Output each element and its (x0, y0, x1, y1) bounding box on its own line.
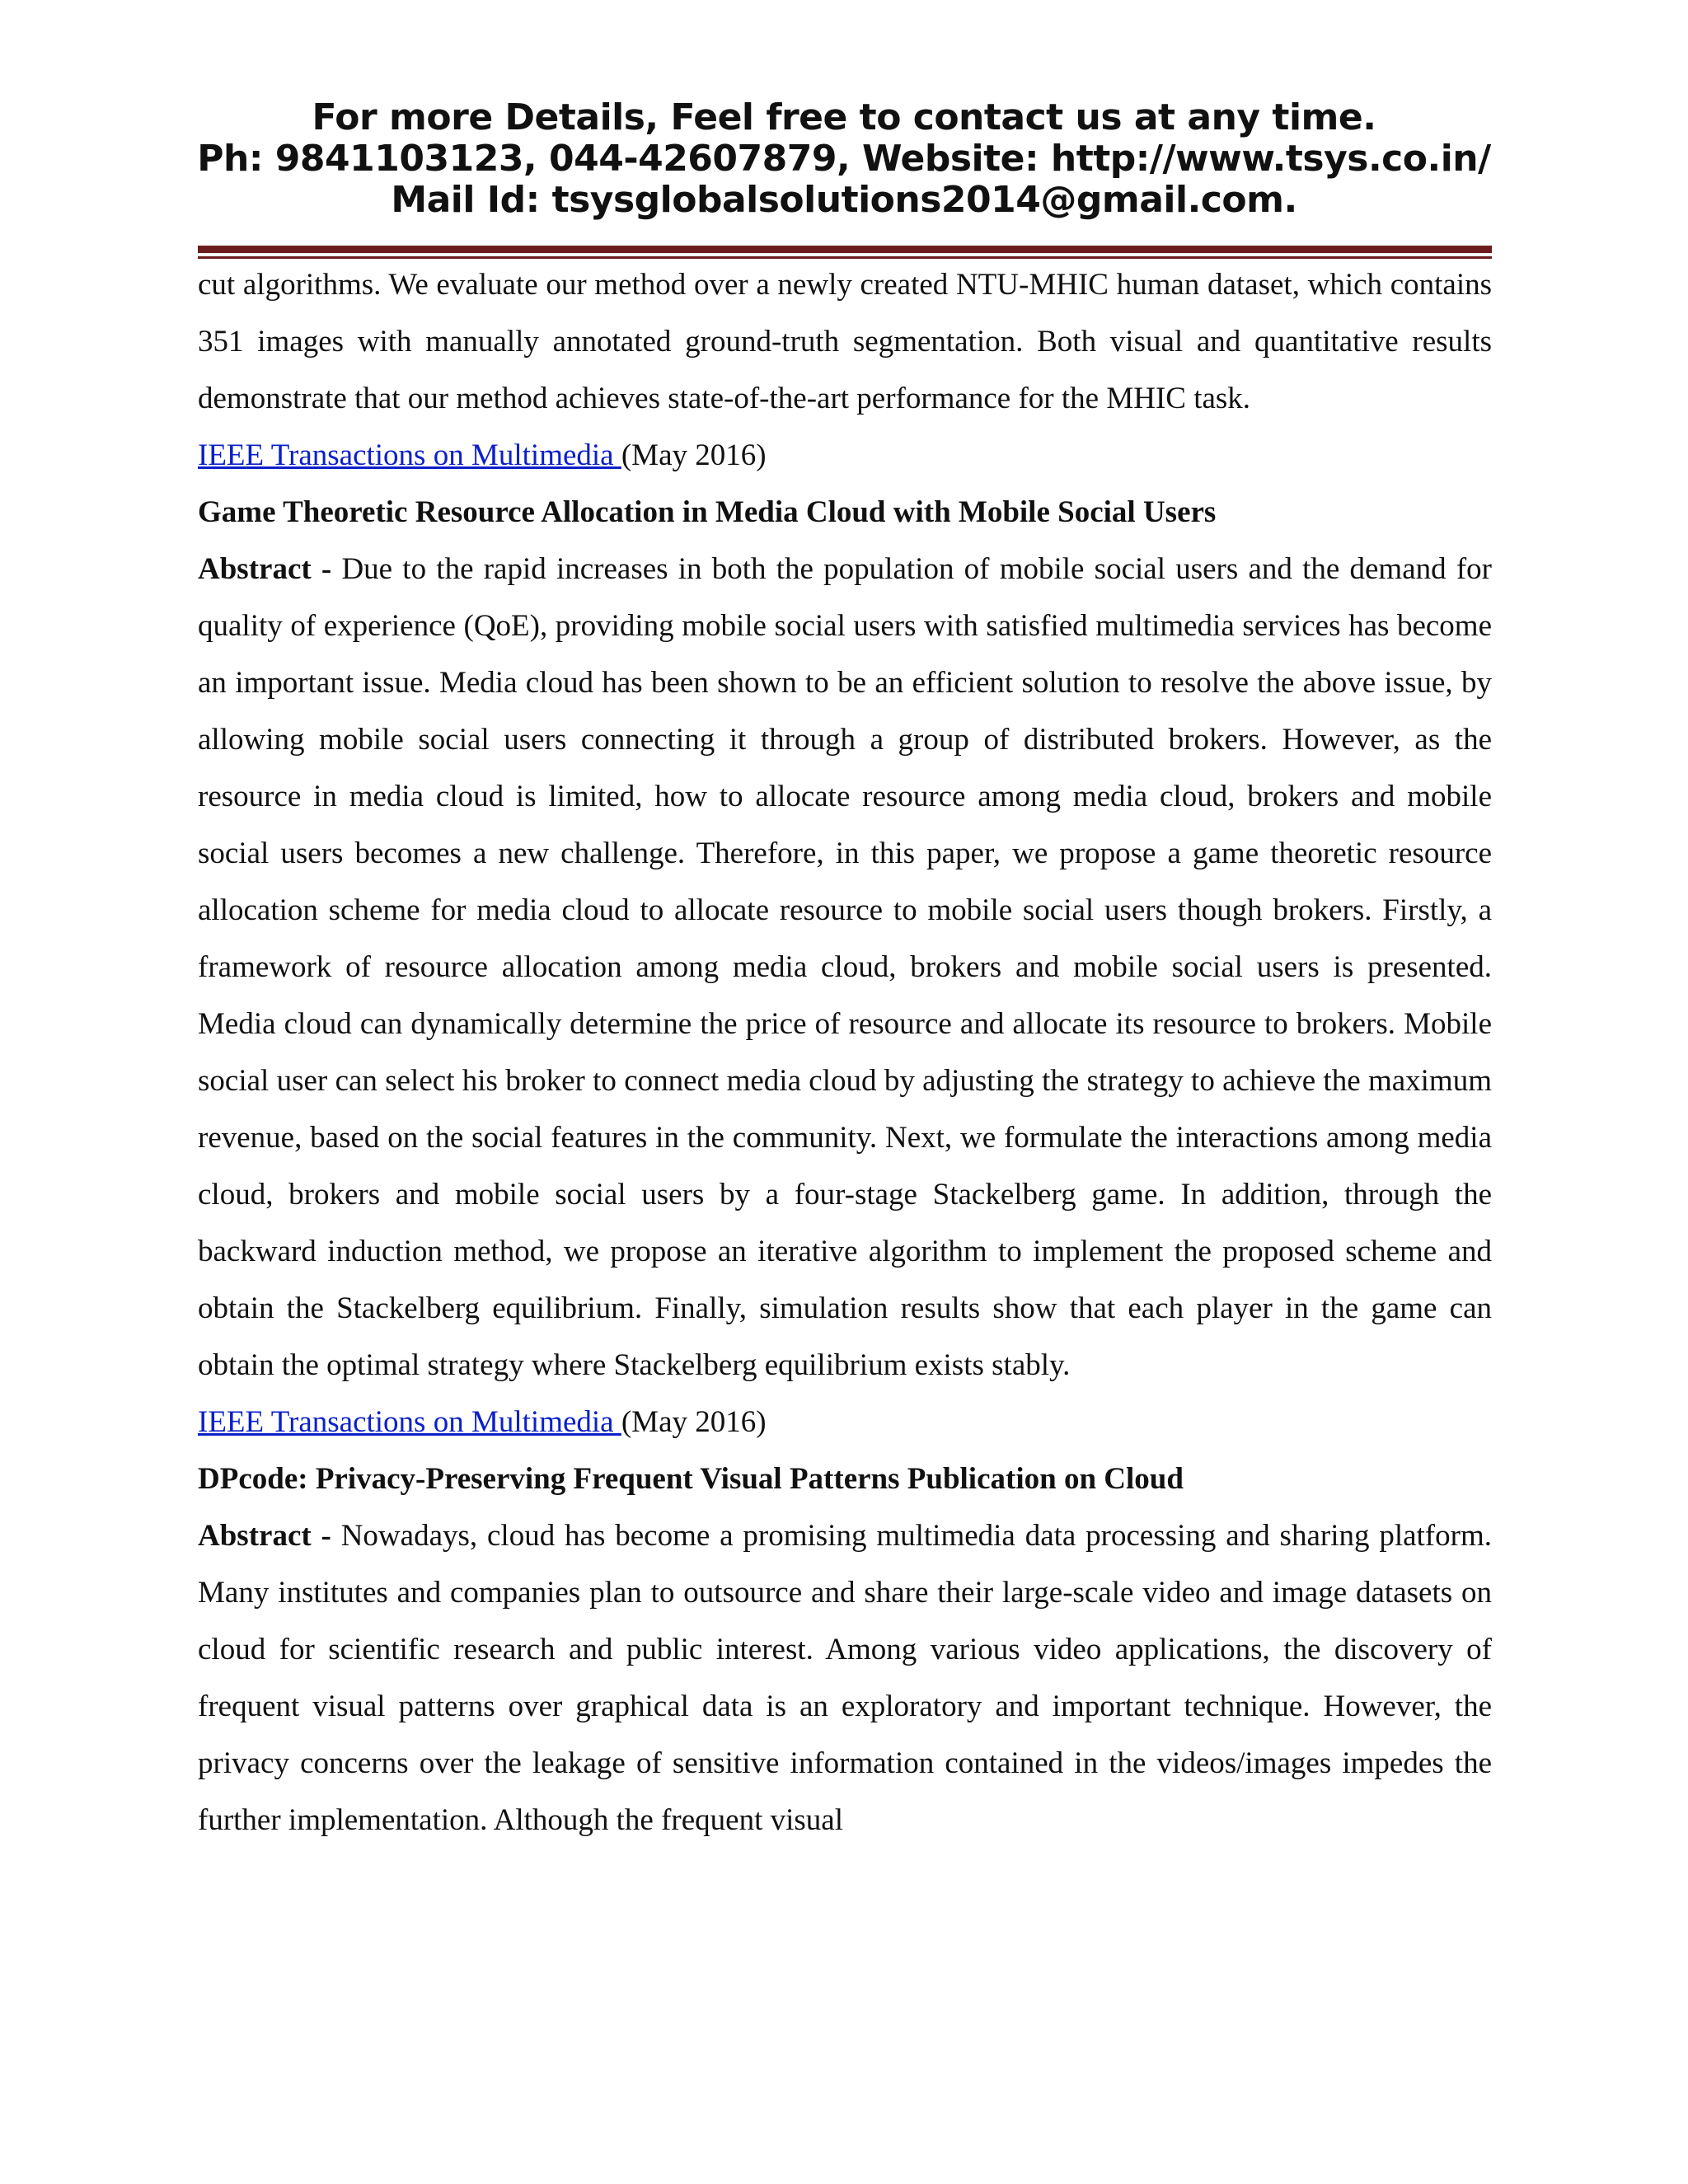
journal-date: (May 2016) (621, 1405, 767, 1439)
abstract-paragraph (198, 541, 1492, 1394)
abstract-label: Abstract - (198, 552, 332, 586)
abstract-text: Nowadays, cloud has become a promising multimedia data processing and sharing platform. Many institutes and companies plan to outsource and share their large-scale video and image datasets on cloud for scientific research and public interest. Among various video applications, the discovery of frequent visual patterns over graphical data is an exploratory and important technique. However, the privacy concerns over the leakage of sensitive information contained in the videos/images impedes the further implementation. Although the frequent visual (198, 1519, 1492, 1837)
document-body (198, 256, 1492, 1849)
entry-block (198, 1394, 1492, 1849)
journal-date: (May 2016) (621, 438, 767, 472)
journal-link[interactable]: IEEE Transactions on Multimedia (198, 438, 621, 472)
abstract-label: Abstract - (198, 1519, 331, 1553)
continuation-paragraph: cut algorithms. We evaluate our method over a newly created NTU-MHIC human dataset, which contains 351 images with manually annotated ground-truth segmentation. Both visual and quantitative results demonstrate that our method achieves state-of-the-art performance for the MHIC task. (198, 268, 1492, 415)
header-divider-thick (198, 246, 1492, 253)
contact-header (0, 97, 1688, 221)
header-line-contact: For more Details, Feel free to contact us at any time. (312, 96, 1376, 138)
header-line-mail: Mail Id: tsysglobalsolutions2014@gmail.com. (391, 179, 1297, 221)
header-line-phone-website: Ph: 9841103123, 044-42607879, Website: http://www.tsys.co.in/ (197, 138, 1491, 180)
entry-block (198, 427, 1492, 1394)
paper-title: DPcode: Privacy-Preserving Frequent Visual Patterns Publication on Cloud (198, 1462, 1184, 1496)
paper-title: Game Theoretic Resource Allocation in Media Cloud with Mobile Social Users (198, 495, 1217, 529)
journal-line (198, 1394, 1492, 1451)
abstract-paragraph (198, 1507, 1492, 1849)
journal-line (198, 427, 1492, 484)
journal-link[interactable]: IEEE Transactions on Multimedia (198, 1405, 621, 1439)
abstract-text: Due to the rapid increases in both the population of mobile social users and the demand for quality of experience (QoE), providing mobile social users with satisfied multimedia services has become an important issue. Media cloud has been shown to be an efficient solution to resolve the above issue, by allowing mobile social users connecting it through a group of distributed brokers. However, as the resource in media cloud is limited, how to allocate resource among media cloud, brokers and mobile social users becomes a new challenge. Therefore, in this paper, we propose a game theoretic resource allocation scheme for media cloud to allocate resource to mobile social users though brokers. Firstly, a framework of resource allocation among media cloud, brokers and mobile social users is presented. Media cloud can dynamically determine the price of resource and allocate its resource to brokers. Mobile social user can select his broker to connect media cloud by adjusting the strategy to achieve the maximum revenue, based on the social features in the community. Next, we formulate the interactions among media cloud, brokers and mobile social users by a four-stage Stackelberg game. In addition, through the backward induction method, we propose an iterative algorithm to implement the proposed scheme and obtain the Stackelberg equilibrium. Finally, simulation results show that each player in the game can obtain the optimal strategy where Stackelberg equilibrium exists stably. (198, 552, 1492, 1382)
